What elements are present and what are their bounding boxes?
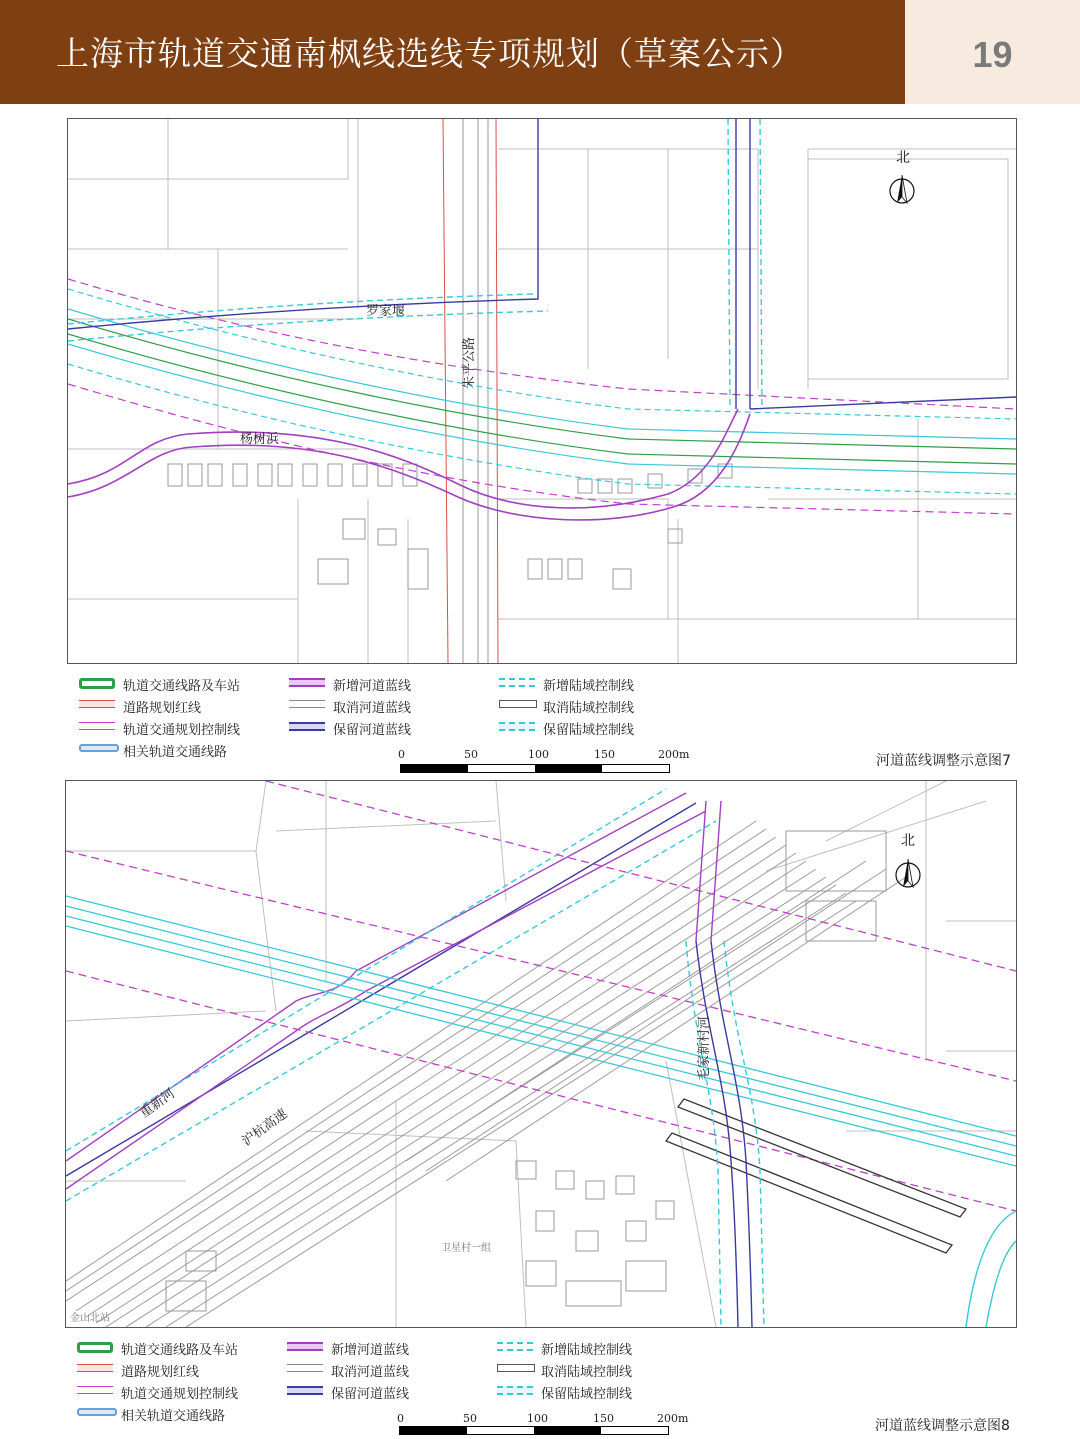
road-redline-swatch — [79, 700, 115, 708]
map7-caption: 河道蓝线调整示意图7 — [876, 753, 1011, 769]
map8-label-jinshan-north: 金山北站 — [70, 1313, 110, 1324]
page-number-box — [905, 0, 1080, 104]
rail-control-line-swatch — [77, 1386, 113, 1394]
new-land-control-swatch — [499, 678, 535, 687]
page-number: 19 — [972, 34, 1013, 75]
related-rail-swatch — [79, 744, 119, 752]
map8-label-weixing-group: 卫星村一组 — [441, 1243, 491, 1254]
map7-north-label: 北 — [896, 150, 910, 166]
legend-map8: 轨道交通线路及车站 新增河道蓝线 新增陆域控制线 道路规划红线 取消河道蓝线 取消陆域控制线 轨道交通规划控制线 保留河道蓝线 保留陆域控制线 相关轨道交通线路 — [77, 1339, 717, 1429]
new-river-blueline-swatch — [287, 1342, 323, 1351]
legend-map7: 轨道交通线路及车站 新增河道蓝线 新增陆域控制线 道路规划红线 取消河道蓝线 取消陆域控制线 轨道交通规划控制线 保留河道蓝线 保留陆域控制线 相关轨道交通线路 — [79, 675, 719, 765]
map7-label-yangshubang: 杨树浜 — [240, 432, 280, 447]
cancel-river-blueline-swatch — [289, 700, 325, 708]
map8-label-maojiaxincun-river: 毛家新村河 — [697, 1015, 712, 1081]
map8-label-huhang-expressway: 沪杭高速 — [239, 1106, 291, 1150]
page-title: 上海市轨道交通南枫线选线专项规划（草案公示） — [56, 34, 804, 73]
rail-control-line-swatch — [79, 722, 115, 730]
scale-bar-map8: 0 50 100 150 200m — [397, 1412, 687, 1438]
keep-river-blueline-swatch — [289, 722, 325, 731]
keep-land-control-swatch — [497, 1386, 533, 1395]
map-8 — [65, 780, 1017, 1328]
rail-line-station-swatch — [77, 1342, 113, 1353]
north-arrow-icon — [896, 859, 920, 887]
north-arrow-icon — [890, 175, 914, 203]
related-rail-swatch — [77, 1408, 117, 1416]
map7-label-luojiayan: 罗家堰 — [366, 304, 406, 319]
cancel-land-control-swatch — [499, 700, 537, 708]
new-river-blueline-swatch — [289, 678, 325, 687]
keep-land-control-swatch — [499, 722, 535, 731]
road-redline-swatch — [77, 1364, 113, 1372]
map-7 — [67, 118, 1017, 664]
new-land-control-swatch — [497, 1342, 533, 1351]
map8-caption: 河道蓝线调整示意图8 — [875, 1418, 1010, 1434]
map8-north-label: 北 — [901, 833, 915, 849]
cancel-land-control-swatch — [497, 1364, 535, 1372]
rail-line-station-swatch — [79, 678, 115, 689]
cancel-river-blueline-swatch — [287, 1364, 323, 1372]
map8-label-chongxin-river: 重新河 — [137, 1086, 178, 1122]
header-bar — [0, 0, 905, 104]
map7-label-zhuping-road: 朱平公路 — [462, 336, 477, 389]
scale-bar-map7: 0 50 100 150 200m — [398, 748, 688, 774]
keep-river-blueline-swatch — [287, 1386, 323, 1395]
